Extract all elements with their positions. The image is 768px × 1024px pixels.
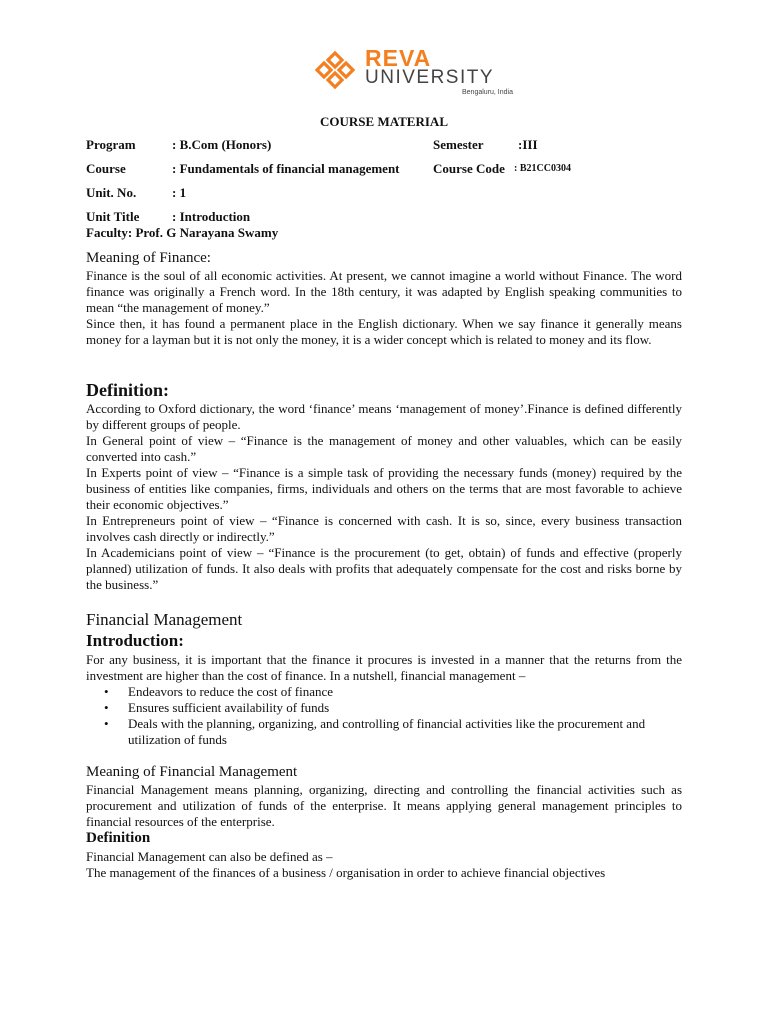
meaning-of-fm-paragraph: Financial Management means planning, organizing, directing and controlling the financial activities such as procurement and utilization of funds of the enterprise. It means applying general management principles to financial resources of the enterprise. [86, 782, 682, 829]
course-code-label: Course Code [433, 161, 505, 176]
bullet-symbol: • [104, 716, 109, 731]
definition-paragraph-4: In Entrepreneurs point of view – “Finance is concerned with cash. It is so, since, every business transaction involves cash directly or indirectly.” [86, 513, 682, 544]
list-item-text: Deals with the planning, organizing, and controlling of financial activities like the procurement and utilization of funds [128, 716, 646, 747]
faculty-line: Faculty: Prof. G Narayana Swamy [86, 225, 279, 240]
university-logo [313, 46, 523, 98]
unit-title-label: Unit Title [86, 209, 140, 224]
meaning-of-finance-heading: Meaning of Finance: [86, 250, 211, 266]
fm-definition-paragraph-2: The management of the finances of a business / organisation in order to achieve financial objectives [86, 865, 606, 880]
brand-subtitle: UNIVERSITY [365, 67, 495, 88]
definition-heading: Definition: [86, 380, 169, 400]
course-label: Course [86, 161, 126, 176]
bullet-list [86, 684, 682, 748]
introduction-heading: Introduction: [86, 631, 184, 650]
meaning-paragraph-1: Finance is the soul of all economic activities. At present, we cannot imagine a world without Finance. The word finance was originally a French word. In the 18th century, it was adapted by English speaking communities to mean “the management of money.” [86, 268, 682, 315]
meaning-of-fm-heading: Meaning of Financial Management [86, 764, 298, 780]
list-item [86, 716, 682, 748]
unit-value: : 1 [172, 185, 187, 200]
brand-location: Bengaluru, India [462, 89, 513, 96]
reva-emblem-icon [313, 50, 357, 90]
unit-label: Unit. No. [86, 185, 137, 200]
fm-definition-heading: Definition [86, 830, 151, 846]
course-code-value: : B21CC0304 [514, 163, 571, 174]
fm-definition-paragraph-1: Financial Management can also be defined as – [86, 849, 333, 864]
definition-paragraph-1: According to Oxford dictionary, the word ‘finance’ means ‘management of money’.Finance is defined differently by different groups of people. [86, 401, 682, 432]
bullet-symbol: • [104, 700, 109, 715]
financial-management-heading: Financial Management [86, 610, 243, 629]
list-item-text: Endeavors to reduce the cost of finance [128, 684, 334, 699]
list-item [86, 700, 682, 716]
semester-value: :III [518, 137, 538, 152]
list-item [86, 684, 682, 700]
definition-paragraph-3: In Experts point of view – “Finance is a simple task of providing the necessary funds (money) required by the business of entities like companies, firms, individuals and others on the terms that are most favorable to achieve their economic objectives.” [86, 465, 682, 512]
semester-label: Semester [433, 137, 484, 152]
course-value: : Fundamentals of financial management [172, 161, 400, 176]
bullet-symbol: • [104, 684, 109, 699]
definition-paragraph-2: In General point of view – “Finance is the management of money and other valuables, which can be easily converted into cash.” [86, 433, 682, 464]
brand-name: REVA [365, 45, 432, 71]
meaning-paragraph-2: Since then, it has found a permanent place in the English dictionary. When we say finance it generally means money for a layman but it is not only the money, it is a wider concept which is related to money and its flow. [86, 316, 682, 347]
introduction-paragraph: For any business, it is important that the finance it procures is invested in a manner that the returns from the investment are higher than the cost of finance. In a nutshell, financial management – [86, 652, 682, 683]
unit-title-value: : Introduction [172, 209, 251, 224]
list-item-text: Ensures sufficient availability of funds [128, 700, 330, 715]
definition-paragraph-5: In Academicians point of view – “Finance is the procurement (to get, obtain) of funds and effective (properly planned) utilization of funds. It also deals with profits that adequately compensate for the cost and risks borne by the business.” [86, 545, 682, 592]
program-value: : B.Com (Honors) [172, 137, 272, 152]
program-label: Program [86, 137, 136, 152]
document-title: COURSE MATERIAL [320, 114, 448, 129]
